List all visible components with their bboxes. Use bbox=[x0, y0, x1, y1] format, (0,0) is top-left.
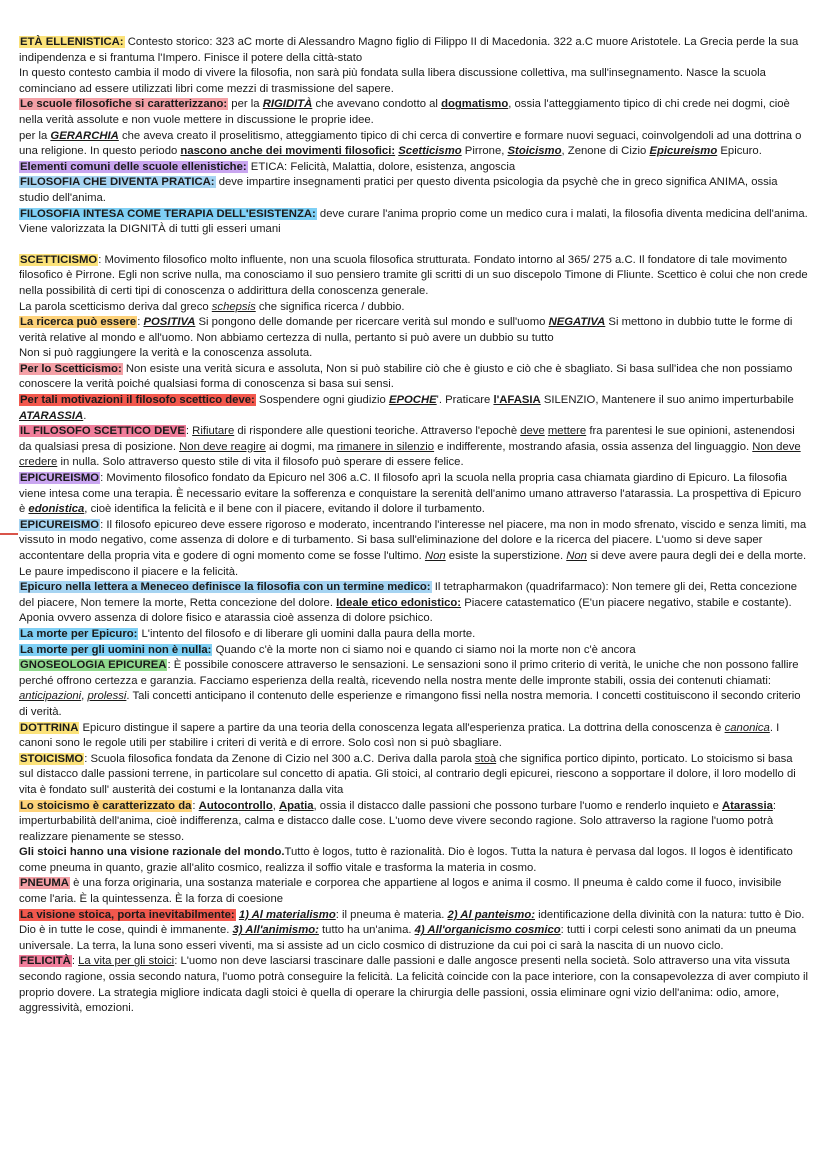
paragraph-verita-assoluta: Non si può raggiungere la verità e la conoscenza assoluta. bbox=[19, 347, 313, 360]
section-gap bbox=[19, 238, 809, 253]
heading-elementi-comuni: Elementi comuni delle scuole ellenistiche: bbox=[20, 160, 247, 173]
paragraph-visione-razionale: Gli stoici hanno una visione razionale del mondo.Tutto è logos, tutto è razionalità. Dio è logos. Tutta la natura è pervasa dal logos. Il logos è identificato come pneuma in quanto, grazie all'alito cosmico, realizza il soffio vitale e trasforma la materia in cosmo. bbox=[19, 846, 793, 874]
paragraph-epicureismo: EPICUREISMO: Movimento filosofico fondato da Epicuro nel 306 a.C. Il filosofo aprì la scuola nella propria casa chiamata giardino di Epicuro. La filosofia viene intesa come una terapia. È necessario evitare la sofferenza e conquistare la serenità dell'animo umano attraverso l'atarassia. La prospettiva di Epicuro è edonistica, cioè identifica la felicità e il bene con il piacere, evitando il dolore il turbamento. bbox=[19, 472, 802, 516]
heading-eta-ellenistica: ETÀ ELLENISTICA: bbox=[20, 36, 124, 48]
heading-pneuma: PNEUMA bbox=[20, 877, 69, 890]
heading-filosofo-scettico: IL FILOSOFO SCETTICO DEVE bbox=[20, 425, 185, 438]
paragraph-caratterizzato: Lo stoicismo è caratterizzato da: Autocontrollo, Apatia, ossia il distacco dalle passioni che possono turbare l'uomo e renderlo inquieto e Atarassia: imperturbabilità dell'anima, cioè indifferenza, calma e distacco dalle cose. L'uomo deve vivere secondo ragione. Solo attraverso la ragione l'uomo potrà realizzare pienamente se stesso. bbox=[19, 799, 777, 843]
paragraph-scuole-filosofiche: Le scuole filosofiche si caratterizzano: per la RIGIDITÀ che avevano condotto al dogmatismo, ossia l'atteggiamento tipico di chi crede nei dogmi, cioè nella verità assolute e non vuole mettere in discussione le proprie idee. bbox=[19, 98, 790, 126]
paragraph-scetticismo: SCETTICISMO: Movimento filosofico molto influente, non una scuola filosofica strutturata. Fondato intorno al 365/ 275 a.C. Il fondatore di tale movimento filosofico è Pirrone. Egli non scrive nulla, ma conosciamo il suo pensiero tramite gli scritti di un suo discepolo Timone di Fliunte. Scettico è colui che non crede nella possibilità di certi tipi di conoscenza o addirittura della conoscenza generale. bbox=[19, 253, 808, 297]
heading-scetticismo: SCETTICISMO bbox=[20, 253, 98, 266]
heading-morte-nulla: La morte per gli uomini non è nulla: bbox=[20, 643, 212, 656]
paragraph-filosofia-pratica: FILOSOFIA CHE DIVENTA PRATICA: deve impartire insegnamenti pratici per questo diventa psicologia da psychè che in greco significa ANIMA, ossia studio dell'anima. bbox=[19, 176, 778, 204]
paragraph-gnoseologia: GNOSEOLOGIA EPICUREA: È possibile conoscere attraverso le sensazioni. Le sensazioni sono il primo criterio di verità, le uniche che non possono fallire perché offrono certezza e garanzia. Facciamo esperienza della realtà, ricevendo nella nostra mente delle impronte stabili, ossia dei contenuti chiamati: anticipazioni, prolessi. Tali concetti anticipano il contenuto delle esperienze e rimangono fissi nella nostra memoria. I concetti costituiscono il secondo criterio di verità. bbox=[19, 659, 801, 718]
heading-visione-stoica: La visione stoica, porta inevitabilmente: bbox=[20, 908, 235, 921]
paragraph-stoicismo: STOICISMO: Scuola filosofica fondata da Zenone di Cizio nel 300 a.C. Deriva dalla parola stoà che significa portico dipinto, porticato. Lo stoicismo si basa sul distacco dalle passioni terrene, in particolare sul concetto di apatia. Gli stoici, al contrario degli epicurei, riescono a sopportare il dolore, il loro modello di vita è fondato sull' austerità dei costumi e la lontananza dalla vita bbox=[19, 752, 796, 796]
paragraph-gerarchia: per la GERARCHIA che aveva creato il proselitismo, atteggiamento tipico di chi cerca di convertire e formare nuovi seguaci, coinvolgendoli ad una dottrina o una religione. In questo periodo nascono anche dei movimenti filosofici: Scetticismo Pirrone, Stoicismo, Zenone di Cizio Epicureismo Epicuro. bbox=[19, 129, 802, 158]
heading-morte-epicuro: La morte per Epicuro: bbox=[20, 627, 138, 640]
paragraph-epicureismo-2: EPICUREISMO: Il filosofo epicureo deve essere rigoroso e moderato, incentrando l'interesse nel piacere, ma non in modo sfrenato, viscido e senza limiti, ma vissuto in modo negativo, come assenza di dolore e di turbamento. Si basa sull'eliminazione del dolore e la ricerca del piacere. L'uomo si deve saper accontentare della propria vita e godere di ogni momento come se fosse l'ultimo. Non esiste la superstizione. Non si deve avere paura degli dei e della morte. Le paure impediscono il piacere e la felicità. bbox=[19, 518, 807, 578]
heading-terapia: FILOSOFIA INTESA COME TERAPIA DELL'ESISTENZA: bbox=[20, 207, 316, 220]
paragraph-visione-stoica: La visione stoica, porta inevitabilmente: 1) Al materialismo: il pneuma è materia. 2) Al panteismo: identificazione della divinità con la natura: tutto è Dio. Dio è in tutte le cose, quindi è immanente. 3) All'animismo: tutto ha un'anima. 4) All'organicismo cosmico: tutti i corpi celesti sono animati da un pneuma universale. La terra, la luna sono esseri viventi, ma si assiste ad un ciclo cosmico di distruzione da cui poi ci sarà la nascita di un nuovo ciclo. bbox=[19, 908, 805, 952]
heading-stoicismo: STOICISMO bbox=[20, 752, 84, 765]
paragraph-terapia: FILOSOFIA INTESA COME TERAPIA DELL'ESISTENZA: deve curare l'anima proprio come un medico cura i malati, la filosofia diventa medicina dell'anima. Viene valorizzata la DIGNITÀ di tutti gli esseri umani bbox=[19, 207, 808, 236]
paragraph-morte-nulla: La morte per gli uomini non è nulla: Quando c'è la morte non ci siamo noi e quando ci siamo noi la morte non c'è ancora bbox=[20, 643, 636, 656]
paragraph-morte-epicuro: La morte per Epicuro: L'intento del filosofo e di liberare gli uomini dalla paura della morte. bbox=[20, 627, 476, 640]
heading-meneceo: Epicuro nella lettera a Meneceo definisce la filosofia con un termine medico: bbox=[20, 581, 431, 594]
paragraph-pneuma: PNEUMA è una forza originaria, una sostanza materiale e corporea che appartiene al logos e anima il cosmo. Il pneuma è caldo come il fuoco, invisibile come l'aria. È la quintessenza. È la forza di coesione bbox=[19, 877, 782, 906]
paragraph-dottrina: DOTTRINA Epicuro distingue il sapere a partire da una teoria della conoscenza legata all'esperienza pratica. La dottrina della conoscenza è canonica. I canoni sono le regole utili per stabilire i criteri di verità e di errore. Solo così non si può sbagliare. bbox=[19, 721, 780, 750]
paragraph-motivazioni: Per tali motivazioni il filosofo scettico deve: Sospendere ogni giudizio EPOCHE'. Praticare l'AFASIA SILENZIO, Mantenere il suo animo imperturbabile ATARASSIA. bbox=[19, 394, 794, 422]
paragraph-contesto: In questo contesto cambia il modo di vivere la filosofia, non sarà più fondata sulla libera discussione collettiva, ma sull'insegnamento. Nasce la scuola cominciano ad essere utilizzati libri come mezzi di trasmissione del sapere. bbox=[19, 67, 766, 95]
heading-gnoseologia: GNOSEOLOGIA EPICUREA bbox=[20, 659, 167, 672]
heading-dottrina: DOTTRINA bbox=[20, 721, 79, 734]
heading-motivazioni: Per tali motivazioni il filosofo scettico deve: bbox=[20, 394, 255, 407]
paragraph-filosofo-scettico: IL FILOSOFO SCETTICO DEVE: Rifiutare di rispondere alle questioni teoriche. Attraverso l'epochè deve mettere fra parentesi le sue opinioni, astenendosi da qualsiasi presa di posizione. Non deve reagire ai dogmi, ma rimanere in silenzio e indifferente, mostrando afasia, ossia assenza del linguaggio. Non deve credere in nulla. Solo attraverso questo stile di vita il filosofo può sperare di essere felice. bbox=[19, 425, 801, 469]
heading-caratterizzato: Lo stoicismo è caratterizzato da bbox=[20, 799, 192, 812]
red-margin-mark bbox=[0, 533, 18, 535]
heading-visione-razionale: Gli stoici hanno una visione razionale del mondo. bbox=[19, 846, 285, 859]
heading-epicureismo-2: EPICUREISMO bbox=[20, 518, 100, 531]
paragraph-schepsis: La parola scetticismo deriva dal greco schepsis che significa ricerca / dubbio. bbox=[19, 300, 405, 313]
paragraph-per-lo-scetticismo: Per lo Scetticismo: Non esiste una verità sicura e assoluta, Non si può stabilire ciò che è giusto e ciò che è sbagliato. Si basa sull'idea che non possiamo conoscere la verità poiché qualsiasi forma di conoscenza si basa sui sensi. bbox=[19, 362, 793, 391]
paragraph-ricerca: La ricerca può essere: POSITIVA Si pongono delle domande per ricercare verità sul mondo e sull'uomo NEGATIVA Si mettono in dubbio tutte le forme di verità relative al mondo e all'uomo. Non abbiamo certezza di nulla, pertanto si può avere un dubbio su tutto bbox=[19, 316, 793, 344]
paragraph-elementi-comuni: Elementi comuni delle scuole ellenistiche: ETICA: Felicità, Malattia, dolore, esistenza, angoscia bbox=[20, 160, 516, 173]
heading-scuole-filosofiche: Le scuole filosofiche si caratterizzano: bbox=[20, 98, 228, 111]
paragraph-meneceo: Epicuro nella lettera a Meneceo definisce la filosofia con un termine medico: Il tetrapharmakon (quadrifarmaco): Non temere gli dei, Retta concezione del piacere, Non temere la morte, Retta concezione del dolore. Ideale etico edonistico: Piacere catastematico (E'un piacere negativo, stabile e costante). Aponia ovvero assenza di dolore fisico e atarassia cioè assenza di dolore psichico. bbox=[19, 581, 798, 625]
heading-filosofia-pratica: FILOSOFIA CHE DIVENTA PRATICA: bbox=[20, 176, 215, 189]
heading-per-lo-scetticismo: Per lo Scetticismo: bbox=[20, 362, 122, 375]
heading-epicureismo: EPICUREISMO bbox=[20, 472, 100, 485]
paragraph-felicita: FELICITÀ: La vita per gli stoici: L'uomo non deve lasciarsi trascinare dalle passioni e dalle angosce presenti nella società. Solo attraverso una vita vissuta secondo ragione, ossia secondo natura, l'uomo potrà conseguire la felicità. La felicità coincide con la pace interiore, con la consapevolezza di aver compiuto il proprio dovere. La strategia migliore indicata dagli stoici è quella di operare la chirurgia delle passioni, ossia eliminare ogni vizio dell'anima: odio, amore, aggressività, emozioni. bbox=[19, 955, 809, 1015]
notes-content bbox=[19, 35, 809, 1017]
heading-felicita: FELICITÀ bbox=[20, 955, 71, 968]
heading-ricerca: La ricerca può essere bbox=[20, 316, 137, 329]
paragraph-eta-ellenistica: ETÀ ELLENISTICA: Contesto storico: 323 aC morte di Alessandro Magno figlio di Filippo II di Macedonia. 322 a.C muore Aristotele. La Grecia perde la sua indipendenza e si frantuma l'Impero. Finisce il potere della città-stato bbox=[19, 36, 799, 64]
